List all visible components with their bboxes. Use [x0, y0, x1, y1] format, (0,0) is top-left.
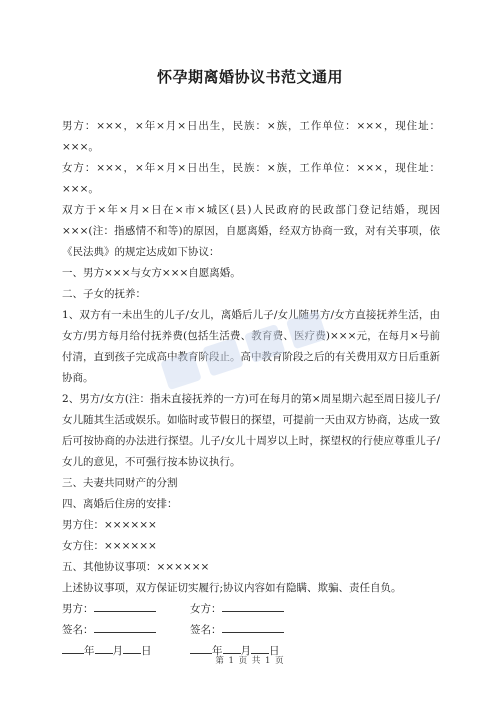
female-label: 女方：: [190, 603, 222, 615]
year-blank-male: [62, 641, 84, 654]
day-blank-male: [123, 641, 141, 654]
paragraph-clause-5: 五、其他协议事项：××××××: [62, 561, 210, 573]
signature-male: [62, 599, 190, 620]
month-label-male: 月: [112, 645, 123, 657]
paragraph-preamble: 双方于×年×月×日在×市×城区(县)人民政府的民政部门登记结婚，现因×××(注：指感情不和等)的原因，自愿离婚，经双方协商一致，对有关事项，依《民法典》的规定达成如下协议：: [62, 204, 440, 258]
sign-male: [62, 620, 190, 641]
sign-male-blank: [94, 620, 156, 633]
year-label-male: 年: [84, 645, 95, 657]
signature-row-parties: [62, 599, 440, 620]
signature-row-names: [62, 620, 440, 641]
paragraph-clause-4: 四、离婚后住房的安排：: [62, 498, 178, 510]
paragraph-male-housing: 男方住：××××××: [62, 519, 157, 531]
document-body: [62, 116, 440, 662]
day-blank-female: [251, 641, 269, 654]
paragraph-female-housing: 女方住：××××××: [62, 540, 157, 552]
paragraph-clause-3: 三、夫妻共同财产的分割: [62, 477, 178, 489]
sign-female: [190, 620, 318, 641]
month-blank-male: [95, 641, 113, 654]
year-blank-female: [190, 641, 212, 654]
day-label-female: 日: [269, 645, 280, 657]
paragraph-clause-2-2: 2、男方/女方(注：指未直接抚养的一方)可在每月的第×周星期六起至周日接儿子/女儿随其生活或娱乐。如临时或节假日的探望，可提前一天由双方协商，达成一致后可按协商的办法进行探望。儿子/女儿十周岁以上时，探望权的行使应尊重儿子/女儿的意见，不可强行按本协议执行。: [62, 393, 440, 468]
sign-female-blank: [222, 620, 284, 633]
year-label-female: 年: [212, 645, 223, 657]
sign-label-female: 签名：: [190, 624, 222, 636]
day-label-male: 日: [141, 645, 152, 657]
paragraph-clause-1: 一、男方×××与女方×××自愿离婚。: [62, 267, 241, 279]
paragraph-female-party: 女方：×××，×年×月×日出生，民族：×族，工作单位：×××，现住址：×××。: [62, 162, 440, 195]
page-footer: 第 1 页 共 1 页: [215, 656, 285, 666]
female-blank: [222, 599, 284, 612]
signature-female: [190, 599, 318, 620]
month-blank-female: [223, 641, 241, 654]
month-label-female: 月: [240, 645, 251, 657]
male-blank: [94, 599, 156, 612]
paragraph-clause-2-1: 1、双方有一未出生的儿子/女儿，离婚后儿子/女儿随男方/女方直接抚养生活，由女方/男方每月给付抚养费(包括生活费、教育费、医疗费)×××元，在每月×号前付清，直到孩子完成高中教育阶段止。高中教育阶段之后的有关费用双方日后重新协商。: [62, 309, 440, 384]
male-label: 男方：: [62, 603, 94, 615]
page-title: 怀孕期离婚协议书范文通用: [156, 68, 343, 86]
paragraph-closing: 上述协议事项，双方保证切实履行;协议内容如有隐瞒、欺骗、责任自负。: [62, 582, 402, 594]
paragraph-clause-2: 二、子女的抚养：: [62, 288, 146, 300]
sign-label-male: 签名：: [62, 624, 94, 636]
paragraph-male-party: 男方：×××，×年×月×日出生，民族：×族，工作单位：×××，现住址：×××。: [62, 120, 440, 153]
